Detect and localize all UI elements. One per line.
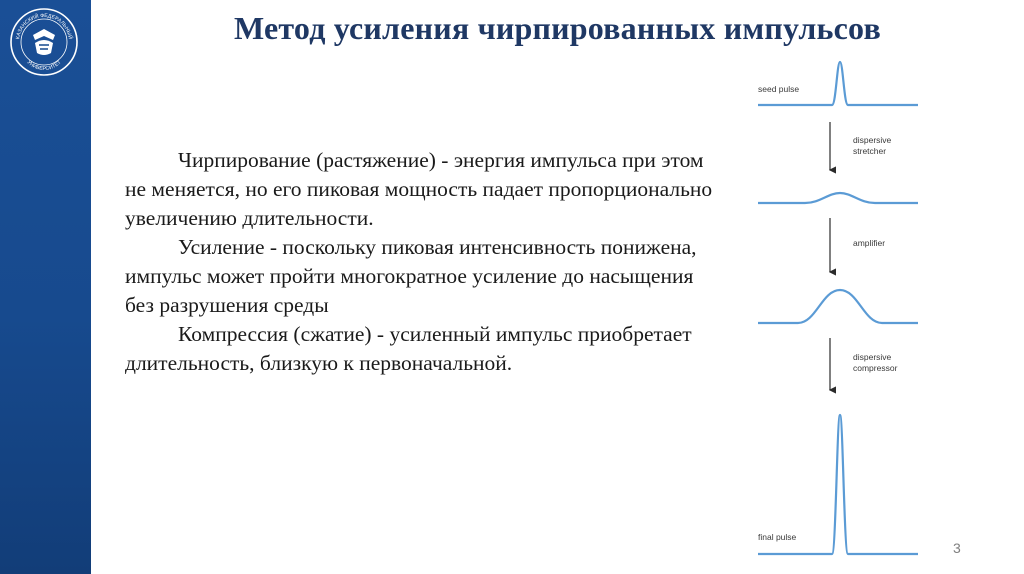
label-stretcher-line2: stretcher — [853, 146, 887, 156]
label-seed-pulse: seed pulse — [758, 84, 800, 94]
slide-body — [125, 146, 725, 378]
logo-text-bottom: УНИВЕРСИТЕТ — [25, 59, 63, 73]
label-amplifier: amplifier — [853, 238, 886, 248]
university-seal-icon — [9, 7, 79, 77]
sidebar-band — [0, 0, 91, 574]
paragraph-amplification: Усиление - поскольку пиковая интенсивность понижена, импульс может пройти многократное усиление до насыщения без разрушения среды — [125, 235, 697, 317]
paragraph-compression: Компрессия (сжатие) - усиленный импульс приобретает длительность, близкую к первоначальной. — [125, 322, 692, 375]
page-number: 3 — [953, 540, 961, 556]
amplified-pulse-waveform — [758, 290, 918, 323]
paragraph-chirping: Чирпирование (растяжение) - энергия импульса при этом не меняется, но его пиковая мощность падает пропорционально увеличению длительности. — [125, 148, 713, 230]
logo-text-top: КАЗАНСКИЙ ФЕДЕРАЛЬНЫЙ — [15, 12, 73, 40]
label-stretcher-line1: dispersive — [853, 135, 892, 145]
label-compressor-line2: compressor — [853, 363, 898, 373]
label-compressor-line1: dispersive — [853, 352, 892, 362]
label-final-pulse: final pulse — [758, 532, 797, 542]
cpa-diagram — [750, 60, 930, 560]
stretched-pulse-waveform — [758, 193, 918, 203]
slide-title: Метод усиления чирпированных импульсов — [234, 10, 881, 46]
